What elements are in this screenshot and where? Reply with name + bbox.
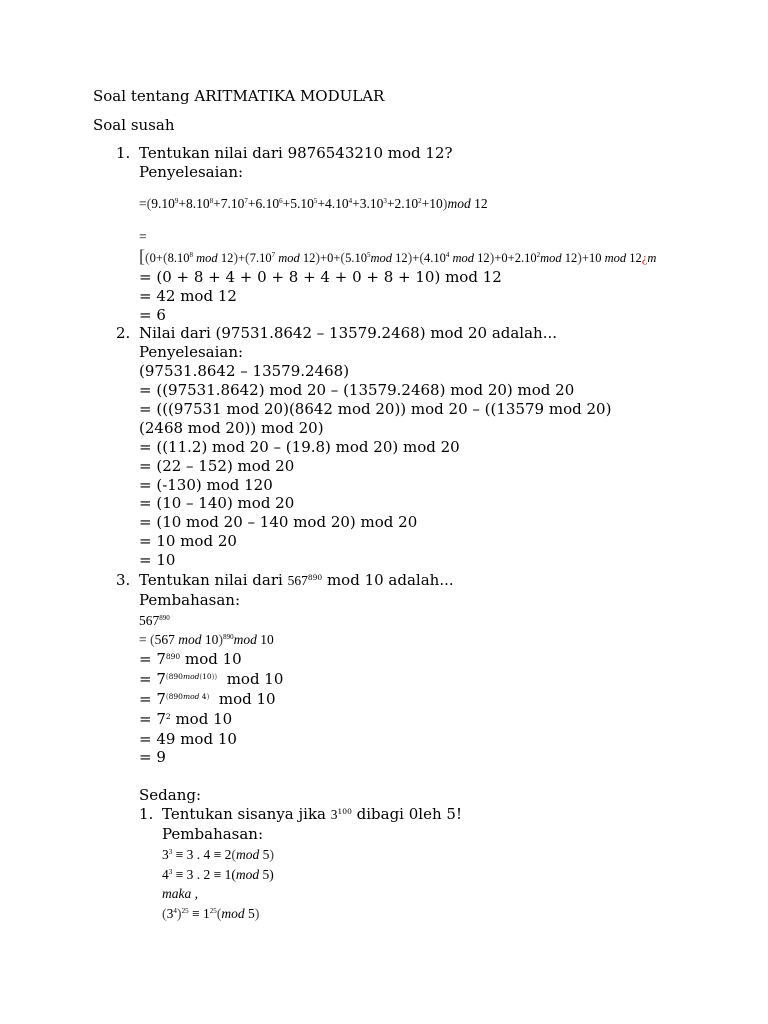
section-heading-hard: Soal susah <box>93 116 175 134</box>
q3-step-7: = 9 <box>139 748 166 766</box>
q1-step-3: = 6 <box>139 306 166 324</box>
q3-step-6: = 49 mod 10 <box>139 730 237 748</box>
q2-number: 2. <box>116 324 131 342</box>
q2-step: = ((97531.8642) mod 20 – (13579.2468) mod 20) mod 20 <box>139 381 575 399</box>
q3-question: Tentukan nilai dari $567^{890}$ mod 10 adalah... <box>139 571 454 589</box>
q3-label: Pembahasan: <box>139 591 241 609</box>
section-heading-medium: Sedang: <box>139 786 202 804</box>
q2-question: Nilai dari (97531.8642 – 13579.2468) mod 20 adalah... <box>139 324 558 342</box>
q2-step: = 10 <box>139 551 176 569</box>
q1-label: Penyelesaian: <box>139 163 244 181</box>
q2-step: = (22 – 152) mod 20 <box>139 457 295 475</box>
q3-step-0: $567^{890}$ <box>139 613 170 628</box>
m1-line-2: $4^3 \equiv 3$ . 2 ≡ 1(mod 5) <box>162 867 274 882</box>
q3-number: 3. <box>116 571 131 589</box>
q1-question: Tentukan nilai dari 9876543210 mod 12? <box>139 144 453 162</box>
render-error-glyph: ¿ <box>641 251 648 265</box>
m1-question: Tentukan sisanya jika $3^{100}$ dibagi 0leh 5! <box>162 805 462 823</box>
q1-step-2: = 42 mod 12 <box>139 287 237 305</box>
q2-step: = (10 mod 20 – 140 mod 20) mod 20 <box>139 513 418 531</box>
m1-line-4: $(3^4)^{25} \equiv 1^{25}(mod$ 5) <box>162 906 260 922</box>
m1-number: 1. <box>139 805 154 823</box>
q1-equation-2: [($0+(8.10^8$ mod $12)+(7.10^7$ mod $12)+0+(5.10^5mod$ $12)+(4.10^4$ mod $12)+0+2.10^2mod$ 12)+10 mod 12¿m <box>139 246 657 266</box>
q1-step-1: = (0 + 8 + 4 + 0 + 8 + 4 + 0 + 8 + 10) mod 12 <box>139 268 502 286</box>
document-title: Soal tentang ARITMATIKA MODULAR <box>93 87 385 105</box>
q2-step: = (-130) mod 120 <box>139 476 273 494</box>
m1-label: Pembahasan: <box>162 825 264 843</box>
q3-step-3: = $7^{(890mod(10))}$ mod 10 <box>139 670 284 688</box>
m1-line-1: $3^3 \equiv 3$ . 4 ≡ 2(mod 5) <box>162 847 275 863</box>
q1-equation-2-lead: = <box>139 229 147 244</box>
q3-step-4: = $7^{(890mod 4)}$ mod 10 <box>139 690 276 708</box>
q2-step: = ((11.2) mod 20 – (19.8) mod 20) mod 20 <box>139 438 460 456</box>
q3-step-5: = $7^2$ mod 10 <box>139 710 233 728</box>
q1-equation-1: $=(9.10^9+8.10^8+7.10^7+6.10^6+5.10^5+4.10^4+3.10^3+2.10^2+10)mod$ 12 <box>139 196 488 212</box>
q2-step: = (10 – 140) mod 20 <box>139 494 295 512</box>
q3-step-2: = $7^{890}$ mod 10 <box>139 650 242 668</box>
q2-step: (97531.8642 – 13579.2468) <box>139 362 350 380</box>
q2-step: (2468 mod 20)) mod 20) <box>139 419 324 437</box>
q3-step-1: = (567 mod 10)$^{890}$mod 10 <box>139 632 274 648</box>
q2-label: Penyelesaian: <box>139 343 244 361</box>
q1-number: 1. <box>116 144 131 162</box>
q2-step: = (((97531 mod 20)(8642 mod 20)) mod 20 – ((13579 mod 20) <box>139 400 612 418</box>
m1-line-3: maka , <box>162 886 198 901</box>
q2-step: = 10 mod 20 <box>139 532 237 550</box>
